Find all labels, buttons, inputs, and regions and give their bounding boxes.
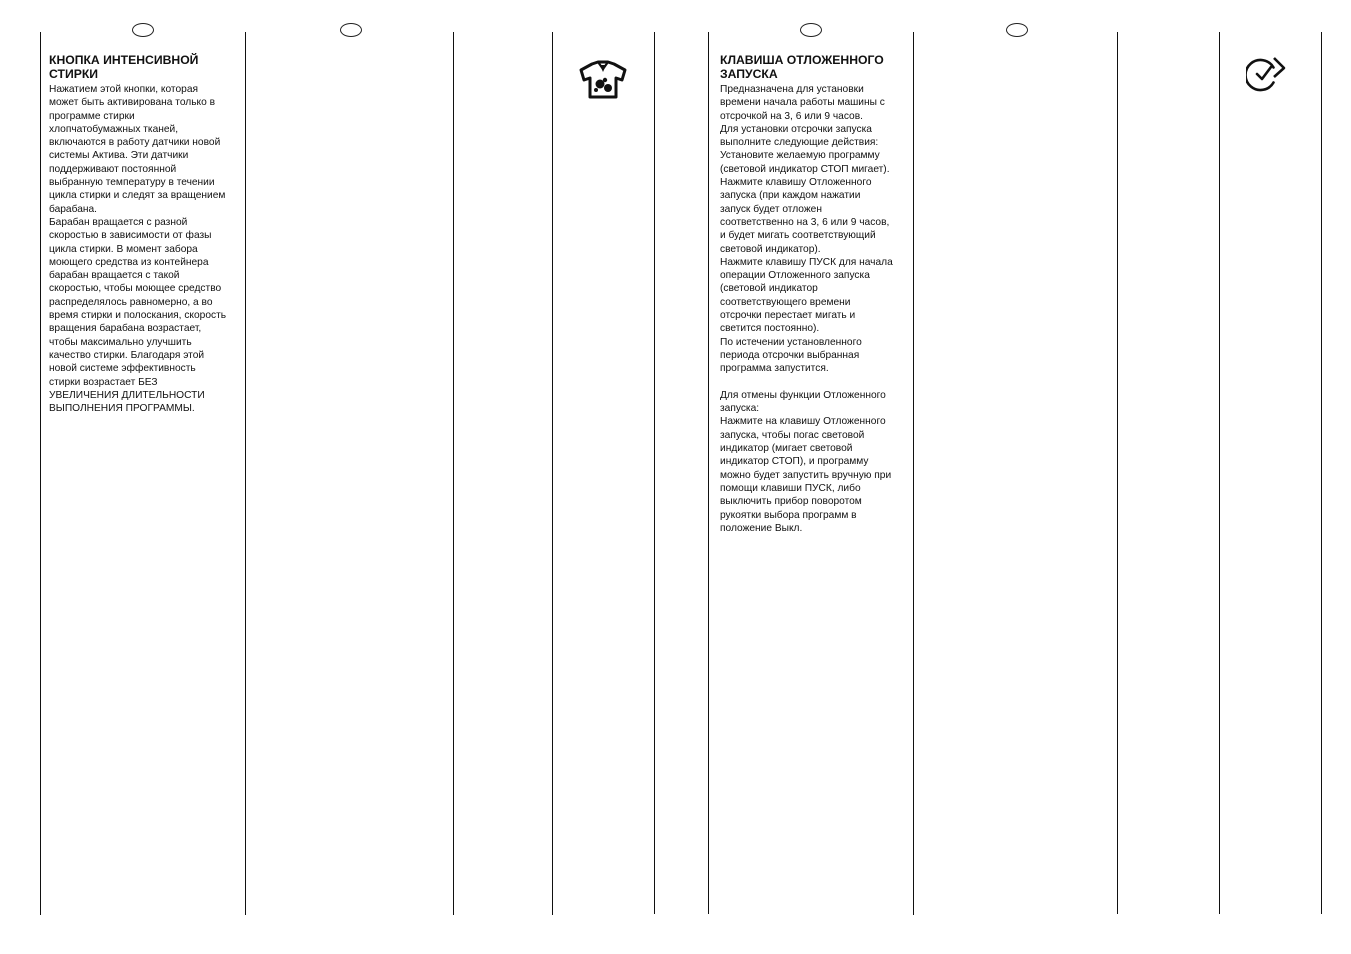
- column-divider: [552, 32, 553, 915]
- delay-start-paragraph: Нажмите клавишу Отложенного запуска (при каждом нажатии запуск будет отложен соответственно на 3, 6 или 9 часов, и будет мигать соответствующий световой индикатор).: [720, 177, 890, 255]
- column-divider: [245, 32, 246, 915]
- delay-start-paragraph: По истечении установленного периода отсрочки выбранная программа запустится.: [720, 336, 862, 375]
- delay-start-paragraph: Для установки отсрочки запуска выполните следующие действия:: [720, 123, 879, 149]
- column-divider: [708, 32, 709, 914]
- column-divider: [654, 32, 655, 914]
- column-divider: [1219, 32, 1220, 914]
- column-divider: [913, 32, 914, 915]
- delay-start-cancel-paragraph: Нажмите на клавишу Отложенного запуска, чтобы погас световой индикатор (мигает световой индикатор СТОП), и программу можно будет запустить вручную при помощи клавиши ПУСК, либо выключить прибор поворотом рукоятки выбора программ в положение Выкл.: [720, 416, 892, 534]
- delay-start-clock-icon: [1246, 56, 1288, 97]
- column-divider: [453, 32, 454, 915]
- intensive-wash-title: КНОПКА ИНТЕНСИВНОЙ СТИРКИ: [49, 53, 199, 81]
- column-divider: [1321, 32, 1322, 914]
- delay-start-paragraph: Нажмите клавишу ПУСК для начала операции Отложенного запуска (световой индикатор соответствующего времени отсрочки перестает мигать и светится постоянно).: [720, 256, 893, 335]
- delay-start-paragraph: Предназначена для установки времени начала работы машины с отсрочкой на 3, 6 или 9 часов.: [720, 84, 885, 122]
- column-divider: [1117, 32, 1118, 914]
- oval-marker: [1006, 23, 1028, 37]
- delay-start-cancel-paragraph: Для отмены функции Отложенного запуска:: [720, 389, 886, 415]
- delay-start-paragraph: Установите желаемую программу (световой индикатор СТОП мигает).: [720, 150, 890, 175]
- intensive-wash-paragraph: Барабан вращается с разной скоростью в зависимости от фазы цикла стирки. В момент забора моющего средства из контейнера барабан вращается с такой скоростью, чтобы моющее средство распределялось равномерно, а во время стирки и полоскания, скорость вращения барабана возрастает, чтобы максимально улучшить качество стирки. Благодаря этой новой системе эффективность стирки возрастает БЕЗ УВЕЛИЧЕНИЯ ДЛИТЕЛЬНОСТИ ВЫПОЛНЕНИЯ ПРОГРАММЫ.: [49, 216, 227, 415]
- oval-marker: [800, 23, 822, 37]
- intensive-wash-paragraph: Нажатием этой кнопки, которая может быть активирована только в программе стирки хлопчатобумажных тканей, включаются в работу датчики новой системы Актива. Эти датчики поддерживают постоянной выбранную температуру в течении цикла стирки и следят за вращением барабана.: [49, 84, 226, 215]
- column-divider: [40, 32, 41, 915]
- intensive-wash-section: [49, 53, 239, 415]
- delay-start-title: КЛАВИША ОТЛОЖЕННОГО ЗАПУСКА: [720, 53, 884, 81]
- intensive-wash-shirt-icon: [578, 60, 628, 105]
- oval-marker: [132, 23, 154, 37]
- oval-marker: [340, 23, 362, 37]
- delay-start-section: [720, 53, 912, 535]
